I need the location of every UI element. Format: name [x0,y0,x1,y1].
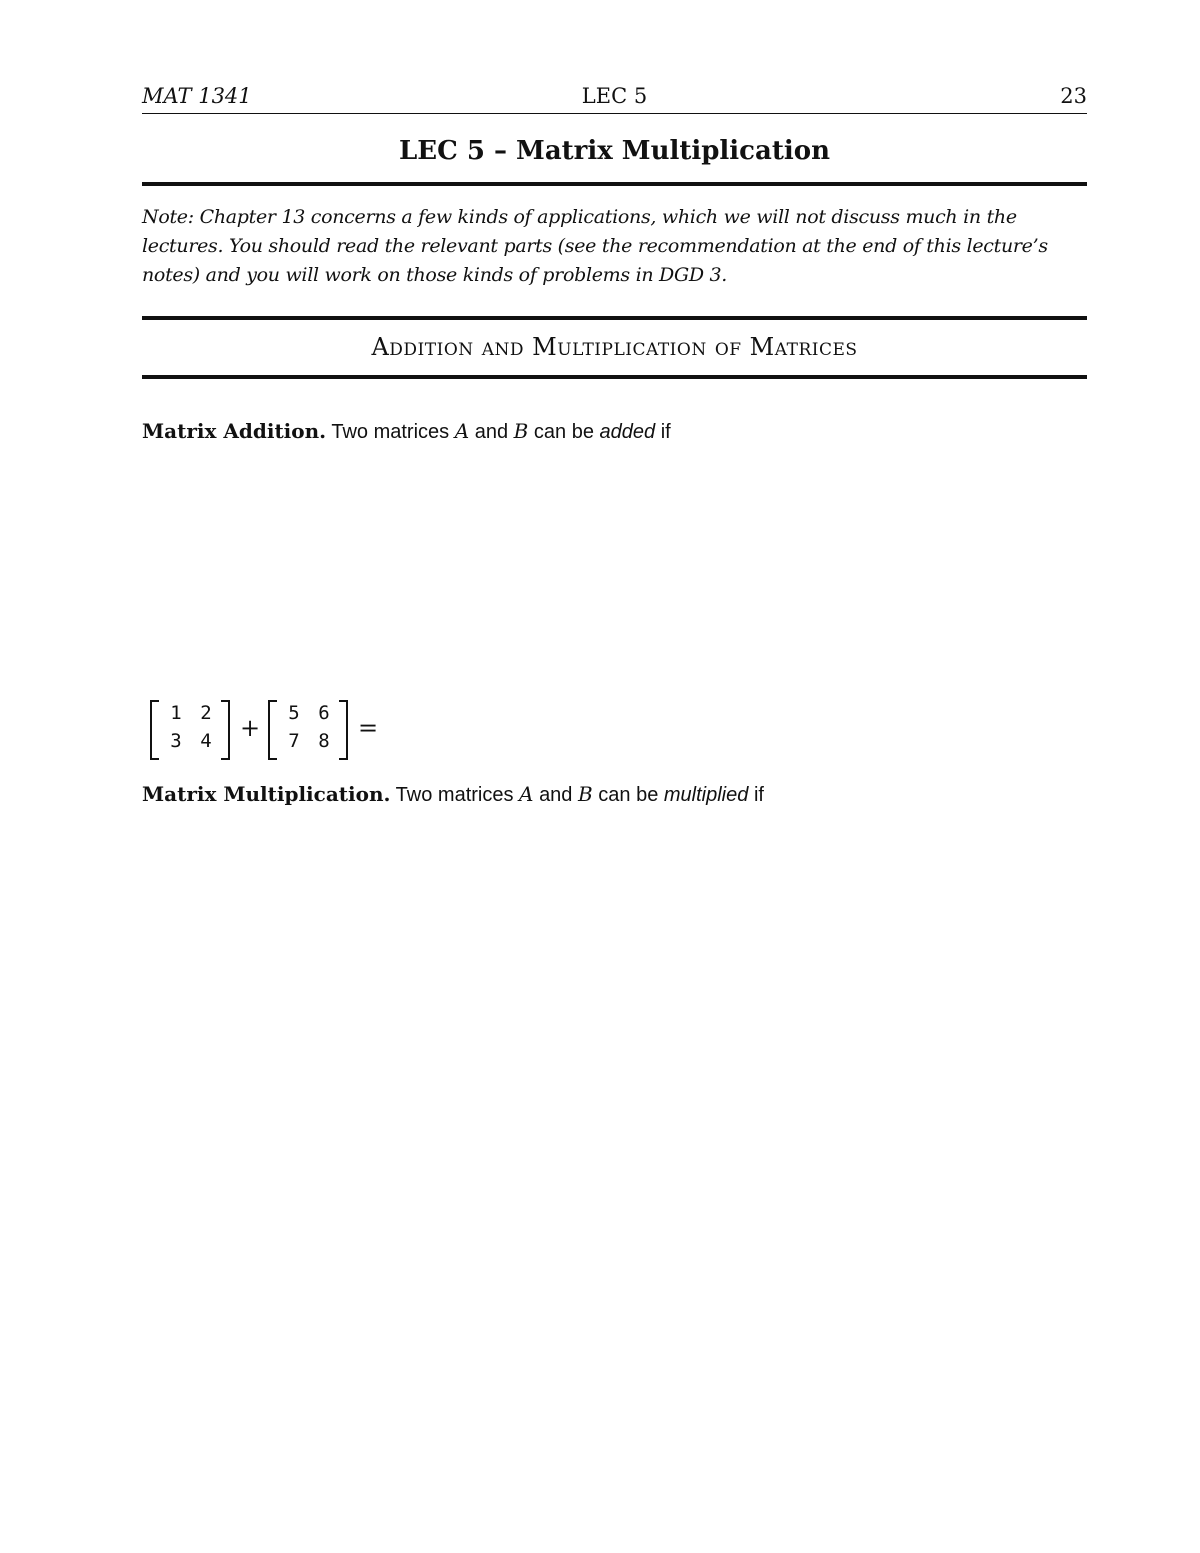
matrix-a [150,700,230,758]
matrix-cell: 7 [288,730,300,752]
matrix-b [268,700,348,758]
var-a: A [454,419,470,443]
addition-and: and [474,421,509,443]
var-a: A [519,782,534,806]
multiplication-and: and [539,784,573,806]
right-bracket [221,700,230,760]
document-page [142,0,1087,1553]
left-bracket [150,700,159,760]
running-header [142,84,1087,114]
multiplication-label: Matrix Multiplication. [142,782,391,806]
section-rule-bottom [142,375,1087,379]
addition-can-be: can be [533,421,594,443]
title-rule [142,182,1087,186]
matrix-cell: 8 [318,730,330,752]
course-code: MAT 1341 [142,84,252,108]
lecture-title: LEC 5 – Matrix Multiplication [399,136,830,166]
plus-sign: + [240,714,261,742]
matrix-cell: 5 [288,702,300,724]
multiplication-emphasis: multiplied [663,784,749,806]
addition-emphasis: added [599,421,656,443]
section-rule-top [142,316,1087,320]
multiplication-if: if [753,784,764,806]
matrix-cell: 4 [200,730,212,752]
equals-sign: = [358,714,379,742]
addition-label: Matrix Addition. [142,419,327,443]
matrix-cell: 2 [200,702,212,724]
matrix-multiplication-paragraph [142,780,764,809]
header-rule [142,113,1087,114]
matrix-addition-paragraph [142,417,671,446]
multiplication-text: Two matrices [395,784,514,806]
page-number: 23 [1060,84,1087,108]
var-b: B [578,782,593,806]
multiplication-can-be: can be [598,784,659,806]
var-b: B [513,419,529,443]
section-heading: Addition and Multiplication of Matrices [371,333,858,361]
matrix-cell: 6 [318,702,330,724]
addition-text: Two matrices [331,421,450,443]
right-bracket [339,700,348,760]
addition-if: if [660,421,671,443]
note-paragraph: Note: Chapter 13 concerns a few kinds of applications, which we will not discuss much in the lectures. You should read the relevant parts (see the recommendation at the end of this lecture’s notes) and you will work on those kinds of problems in DGD 3. [142,206,1048,286]
matrix-cell: 3 [170,730,182,752]
header-section: LEC 5 [581,84,648,108]
matrix-cell: 1 [170,702,182,724]
left-bracket [268,700,277,760]
